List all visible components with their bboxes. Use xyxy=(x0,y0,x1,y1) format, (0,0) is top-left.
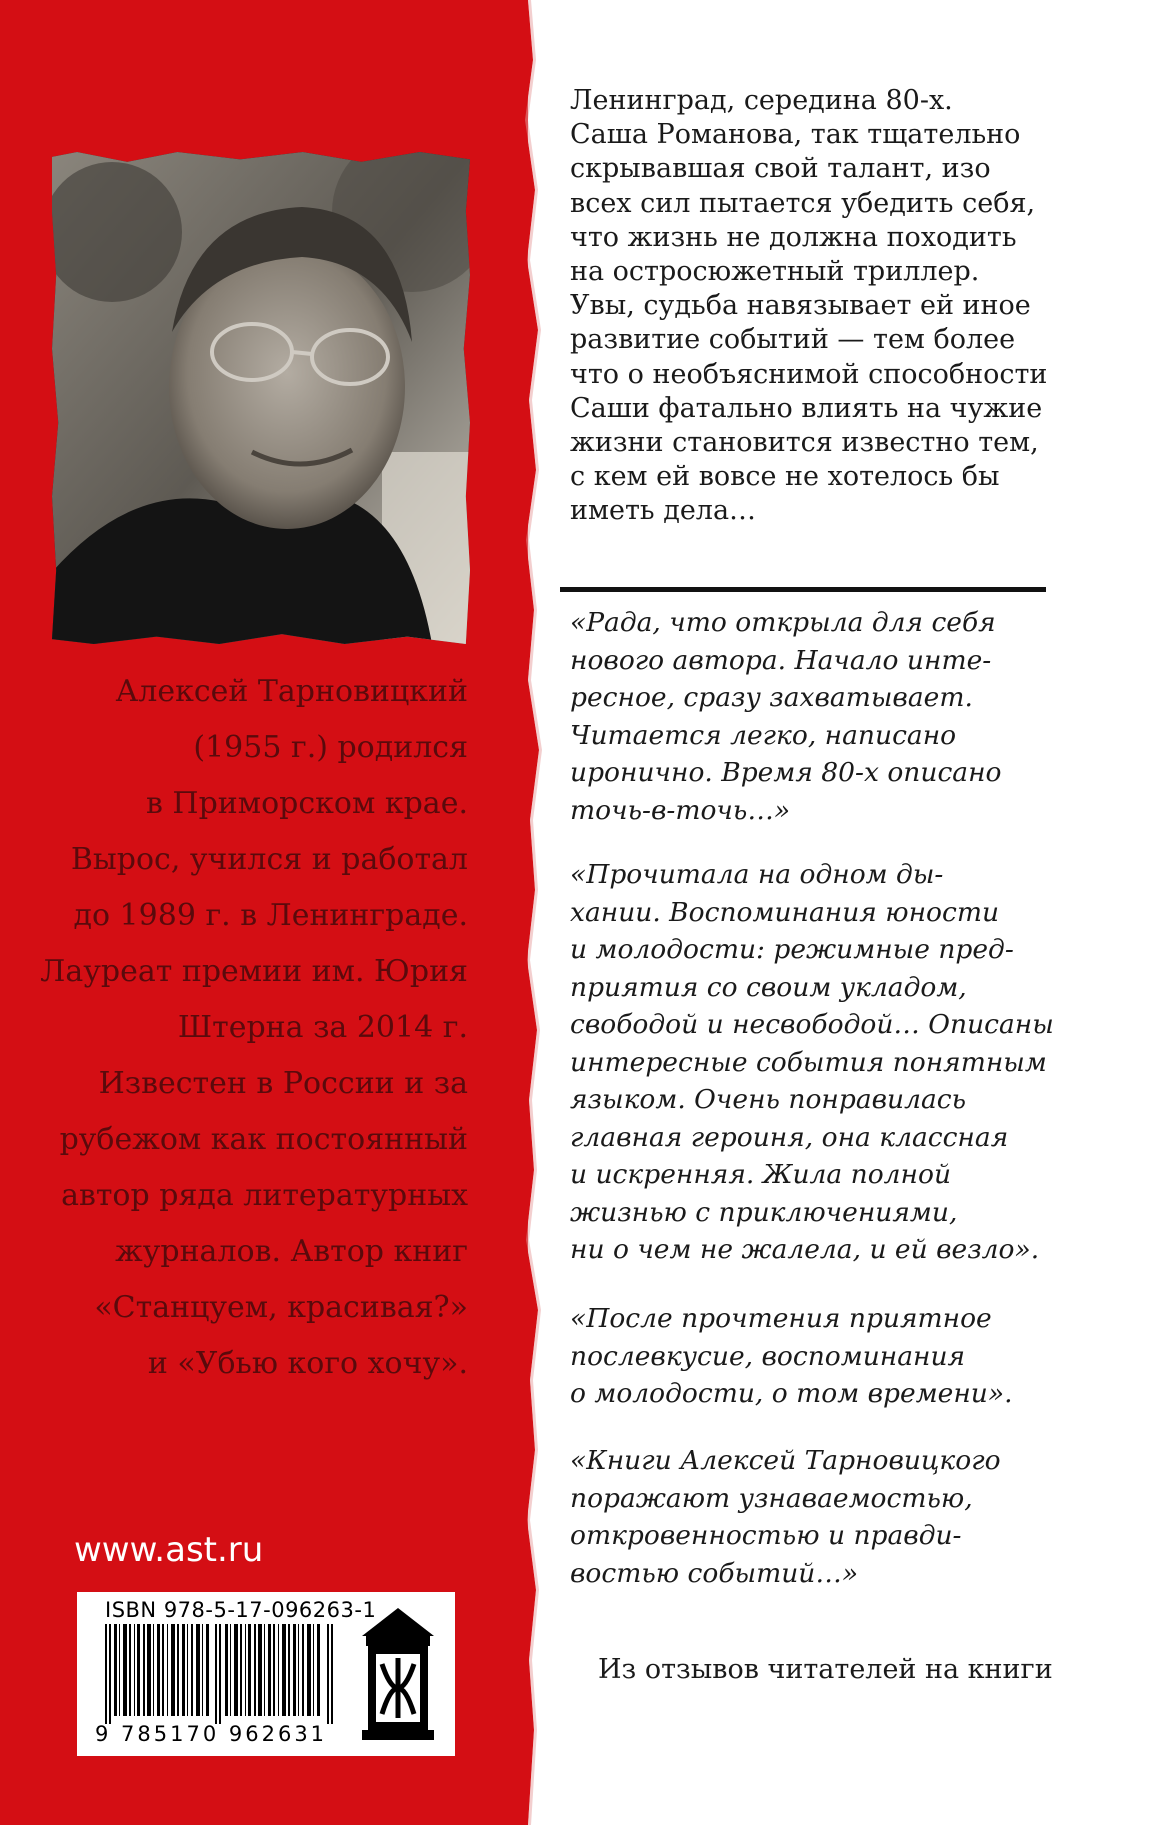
review-line: хании. Воспоминания юности xyxy=(570,896,1000,928)
review-line: «Рада, что открыла для себя xyxy=(570,607,996,638)
bio-line: журналов. Автор книг xyxy=(115,1234,468,1269)
bio-line: Известен в России и за xyxy=(98,1066,468,1101)
section-divider xyxy=(560,587,1046,592)
synopsis-line: Ленинград, середина 80-х. xyxy=(570,85,953,116)
review-line: интересные события понятным xyxy=(570,1046,1047,1078)
review-line: ни о чем не жалела, и ей везло». xyxy=(570,1234,1040,1265)
barcode-digits: 9 785170 962631 xyxy=(95,1722,328,1746)
publisher-website[interactable]: www.ast.ru xyxy=(74,1530,264,1570)
bio-line: до 1989 г. в Ленинграде. xyxy=(73,898,468,933)
bio-line: «Станцуем, красивая?» xyxy=(94,1290,468,1325)
barcode-box xyxy=(77,1592,455,1756)
reviews-caption: Из отзывов читателей на книги xyxy=(598,1654,1053,1685)
synopsis-line: что жизнь не должна походить xyxy=(570,221,1017,253)
review-line: и искренняя. Жила полной xyxy=(570,1159,952,1190)
review-line: «Книги Алексей Тарновицкого xyxy=(570,1445,1001,1476)
bio-line: и «Убью кого хочу». xyxy=(147,1346,468,1381)
review-line: поражают узнаваемостью, xyxy=(570,1482,973,1514)
bio-line: Штерна за 2014 г. xyxy=(177,1010,468,1045)
review-line: нового автора. Начало инте- xyxy=(570,644,992,676)
review-line: «Прочитала на одном ды- xyxy=(570,859,944,890)
synopsis-line: Саши фатально влиять на чужие xyxy=(570,392,1043,424)
isbn-number: ISBN 978-5-17-096263-1 xyxy=(105,1598,377,1622)
review-line: «После прочтения приятное xyxy=(570,1303,992,1334)
review-line: откровенностью и правди- xyxy=(570,1520,962,1551)
synopsis-line: скрывавшая свой талант, изо xyxy=(570,153,991,185)
bio-line: (1955 г.) родился xyxy=(193,730,468,765)
barcode xyxy=(105,1624,335,1724)
review-line: языком. Очень понравилась xyxy=(570,1084,967,1115)
synopsis-line: иметь дела… xyxy=(570,495,757,527)
review-line: о молодости, о том времени». xyxy=(570,1378,1013,1409)
review-line: иронично. Время 80-х описано xyxy=(570,757,1002,788)
synopsis-line: Увы, судьба навязывает ей иное xyxy=(570,290,1031,322)
review-line: Читается легко, написано xyxy=(570,719,957,751)
bio-line: в Приморском крае. xyxy=(145,786,468,821)
synopsis-line: жизни становится известно тем, xyxy=(570,427,1039,459)
synopsis-line: на остросюжетный триллер. xyxy=(570,256,980,288)
synopsis-line: всех сил пытается убедить себя, xyxy=(570,187,1036,219)
review-line: послевкусие, воспоминания xyxy=(570,1340,966,1372)
review-line: востью событий…» xyxy=(570,1557,859,1589)
reader-review xyxy=(570,1442,1070,1592)
synopsis-line: что о необъяснимой способности xyxy=(570,358,1048,390)
reader-review xyxy=(570,1300,1070,1413)
author-photo xyxy=(52,152,470,644)
torn-edge xyxy=(505,0,545,1825)
review-line: приятия со своим укладом, xyxy=(570,971,967,1003)
synopsis-line: развитие событий — тем более xyxy=(570,324,1016,356)
reader-review xyxy=(570,604,1070,829)
review-line: свободой и несвободой… Описаны xyxy=(570,1009,1054,1040)
book-synopsis xyxy=(570,84,1070,529)
bio-line: автор ряда литературных xyxy=(61,1178,468,1213)
bio-line: Алексей Тарновицкий xyxy=(115,674,468,709)
reader-review xyxy=(570,856,1070,1269)
synopsis-line: с кем ей вовсе не хотелось бы xyxy=(570,461,1000,493)
lantern-logo-icon xyxy=(354,1606,442,1746)
bio-line: Лауреат премии им. Юрия xyxy=(40,954,468,989)
review-line: точь-в-точь…» xyxy=(570,794,791,826)
review-line: главная героиня, она классная xyxy=(570,1121,1009,1153)
bio-line: Вырос, учился и работал xyxy=(70,842,468,877)
review-line: и молодости: режимные пред- xyxy=(570,934,1014,965)
synopsis-line: Саша Романова, так тщательно xyxy=(570,119,1021,151)
review-line: ресное, сразу захватывает. xyxy=(570,682,973,713)
review-line: жизнью с приключениями, xyxy=(570,1196,958,1228)
bio-line: рубежом как постоянный xyxy=(59,1122,468,1157)
author-bio xyxy=(40,664,468,1392)
